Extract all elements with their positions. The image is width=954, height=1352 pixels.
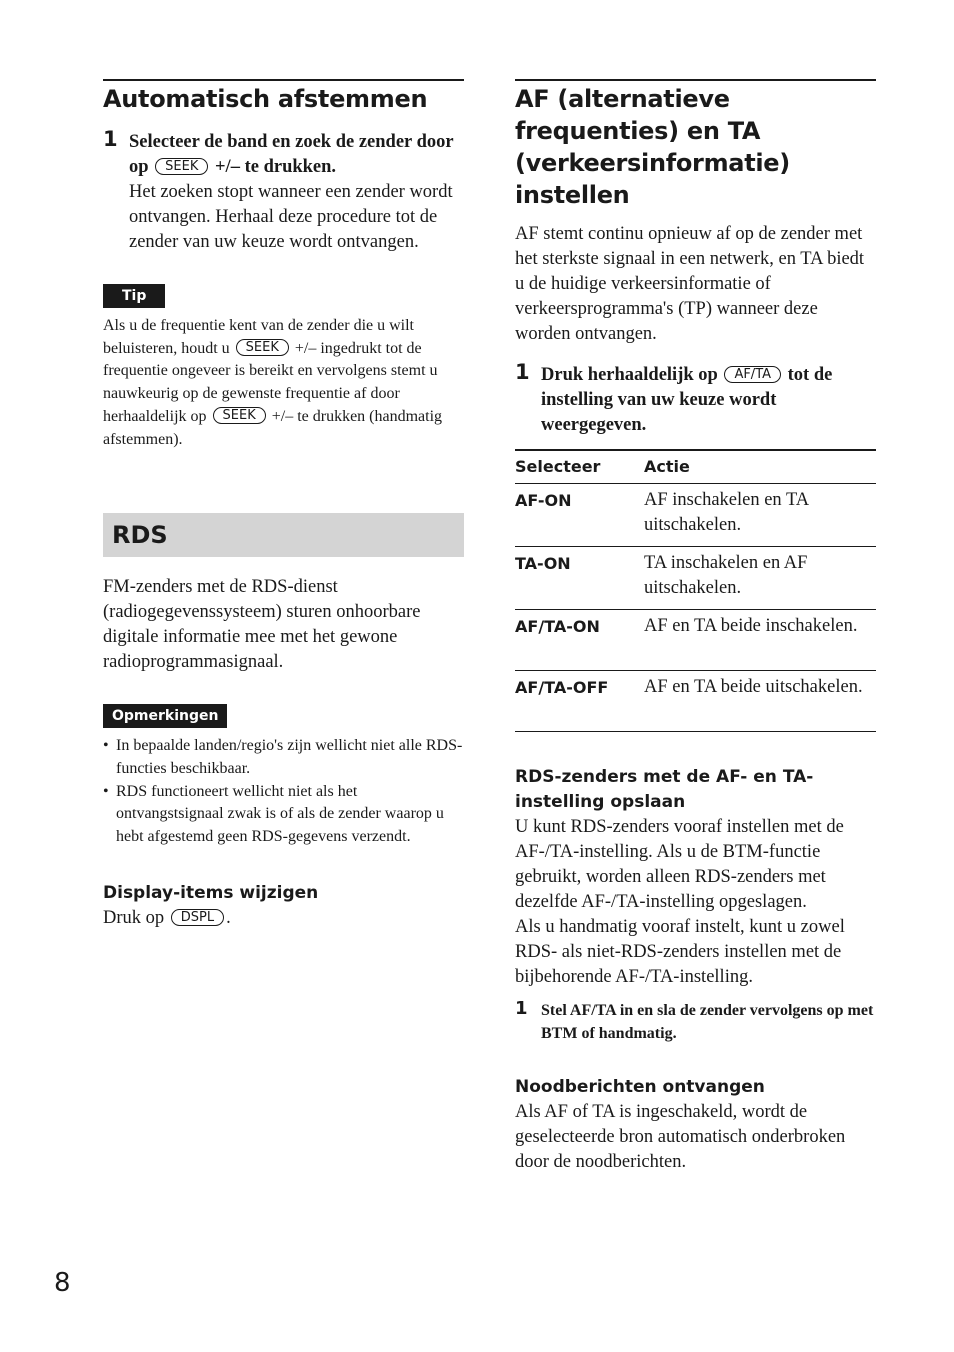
right-column: [515, 79, 876, 1175]
table-cell-value: AF en TA beide uitschakelen.: [644, 677, 863, 697]
store-heading: RDS-zenders met de AF- en TA-instelling opslaan: [515, 767, 814, 812]
notes-section: [103, 704, 464, 849]
table-cell-value: TA inschakelen en AF uitschakelen.: [644, 553, 808, 598]
auto-tune-title: Automatisch afstemmen: [103, 85, 428, 113]
table-row: [515, 484, 876, 547]
af-ta-step: [515, 360, 876, 438]
list-item: • In bepaalde landen/regio's zijn wellicht niet alle RDS-functies beschikbaar.: [103, 735, 464, 780]
store-step: [515, 1000, 876, 1045]
display-text-pre: Druk op: [103, 907, 165, 928]
left-column: [103, 79, 464, 931]
tip-text-2: +/– ingedrukt tot de frequentie ongeveer is bereikt en vervolgens stemt u nauwkeurig op de gewenste frequentie af door herhaaldelijk op: [103, 339, 438, 425]
af-ta-step-instruction: [541, 363, 876, 438]
table-row: [515, 610, 876, 671]
af-ta-title: AF (alternatieve frequenties) en TA (verkeersinformatie) instellen: [515, 85, 790, 209]
auto-tune-section: [103, 79, 464, 115]
table-header-select: Selecteer: [515, 457, 601, 476]
step-text-post: tot de instelling van uw keuze wordt weergegeven.: [541, 365, 833, 435]
notes-list: [103, 735, 464, 849]
emergency-section: [515, 1075, 876, 1175]
af-ta-intro: AF stemt continu opnieuw af op de zender met het sterkste signaal in een netwerk, en TA biedt u de huidige verkeersinformatie of verkeersprogramma's (TP) wanneer deze worden ontvangen.: [515, 224, 865, 344]
tip-section: [103, 284, 464, 451]
table-cell-key: TA-ON: [515, 554, 571, 573]
tip-text-3: +/– te drukken (handmatig afstemmen).: [103, 407, 443, 448]
auto-tune-step: [103, 127, 464, 255]
step-number: 1: [515, 998, 528, 1019]
auto-tune-step-body: Het zoeken stopt wanneer een zender wordt ontvangen. Herhaal deze procedure tot de zender van uw keuze wordt ontvangen.: [129, 182, 453, 252]
table-cell-key: AF/TA-OFF: [515, 678, 609, 697]
table-row: [515, 671, 876, 732]
display-heading: Display-items wijzigen: [103, 882, 319, 903]
store-step-instruction: Stel AF/TA in en sla de zender vervolgens op met BTM of handmatig.: [541, 1002, 874, 1042]
step-text-pre: Selecteer de band en zoek de zender door op: [129, 132, 454, 177]
store-para-2: Als u handmatig vooraf instelt, kunt u zowel RDS- als niet-RDS-zenders instellen met de bijbehorende AF-/TA-instelling.: [515, 917, 845, 987]
step-text-post: +/– te drukken.: [215, 157, 337, 177]
table-cell-value: AF inschakelen en TA uitschakelen.: [644, 490, 809, 535]
page-number: 8: [54, 1268, 71, 1298]
auto-tune-step-instruction: [129, 130, 464, 180]
list-item: • RDS functioneert wellicht niet als het ontvangstsignaal zwak is of als de zender waarop u hebt afgestemd geen RDS-gegevens verzendt.: [103, 781, 464, 849]
display-section: [103, 881, 464, 931]
tip-label: Tip: [103, 284, 165, 308]
store-para-1: U kunt RDS-zenders vooraf instellen met de AF-/TA-instelling. Als u de BTM-functie gebruikt, worden alleen RDS-zenders met dezelfde AF-/TA-instelling opgeslagen.: [515, 817, 844, 912]
tip-text: [103, 315, 464, 451]
step-number: 1: [515, 360, 530, 384]
tip-text-1: Als u de frequentie kent van de zender die u wilt beluisteren, houdt u: [103, 317, 414, 357]
notes-label: Opmerkingen: [103, 704, 227, 728]
step-text-pre: Druk herhaaldelijk op: [541, 365, 718, 385]
rds-intro: FM-zenders met de RDS-dienst (radiogegevenssysteem) sturen onhoorbare digitale informatie mee met het gewone radioprogrammasignaal.: [103, 577, 421, 673]
display-text-post: .: [226, 907, 231, 928]
table-header-action: Actie: [644, 457, 690, 476]
dspl-button-label: DSPL: [171, 909, 224, 926]
step-number: 1: [103, 127, 118, 151]
store-section: [515, 765, 876, 1045]
emergency-text: Als AF of TA is ingeschakeld, wordt de geselecteerde bron automatisch onderbroken door de noodberichten.: [515, 1102, 846, 1173]
emergency-heading: Noodberichten ontvangen: [515, 1077, 765, 1098]
af-ta-button-label: AF/TA: [724, 366, 781, 383]
af-ta-section: [515, 79, 876, 211]
rds-heading: RDS: [103, 513, 464, 557]
af-ta-table: [515, 449, 876, 732]
table-cell-key: AF/TA-ON: [515, 617, 600, 636]
seek-button-label: SEEK: [155, 158, 208, 175]
display-text: [103, 906, 464, 931]
seek-button-label: SEEK: [213, 407, 266, 424]
table-cell-value: AF en TA beide inschakelen.: [644, 616, 858, 636]
table-header-row: [515, 450, 876, 484]
table-cell-key: AF-ON: [515, 491, 572, 510]
table-row: [515, 547, 876, 610]
seek-button-label: SEEK: [236, 339, 289, 356]
